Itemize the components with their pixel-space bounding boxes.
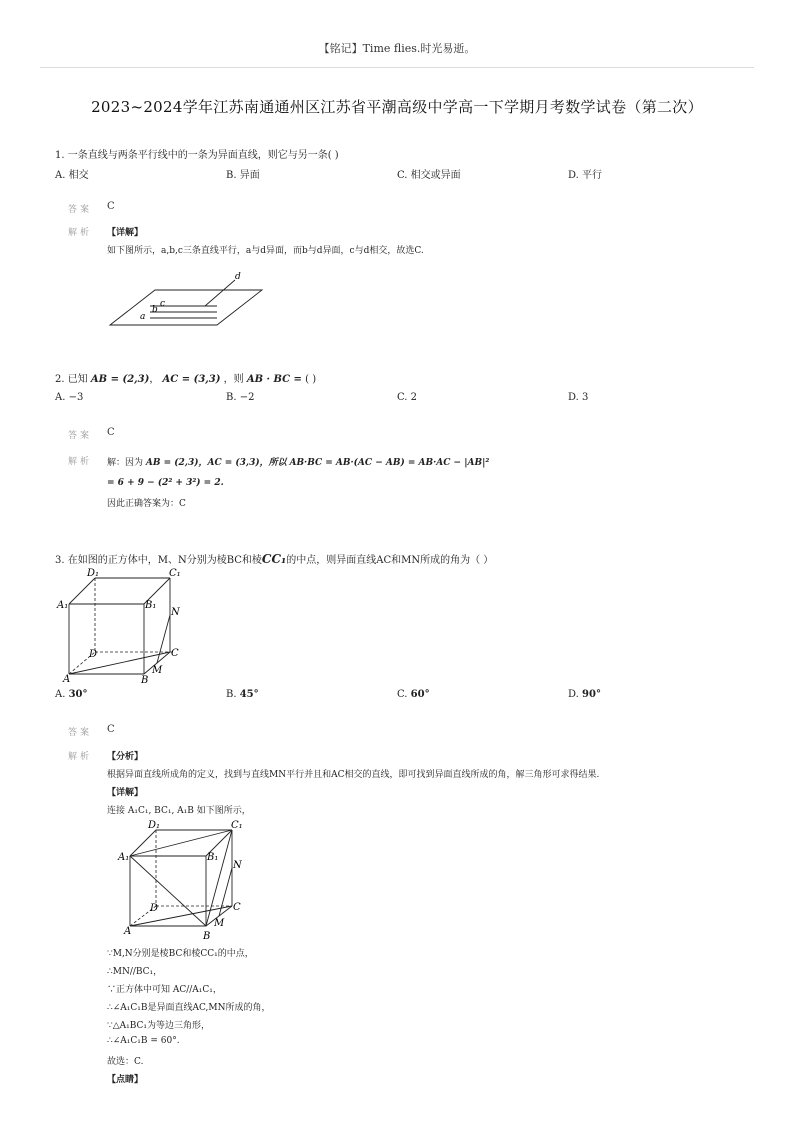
q1-figure-plane-lines xyxy=(105,262,275,332)
q2-stem-mid: ，则 xyxy=(223,374,244,385)
q3-option-b: B. 45° xyxy=(226,689,259,700)
q3-edge-cc1: CC₁ xyxy=(261,552,287,566)
plane-shape xyxy=(110,290,262,325)
label-c1: C₁ xyxy=(169,568,181,579)
q2-answer: C xyxy=(107,427,115,438)
q3-option-c: C. 60° xyxy=(397,689,430,700)
q3-analysis-tag: 【分析】 xyxy=(107,752,144,762)
header-divider xyxy=(40,67,754,68)
q3-cube-figure xyxy=(55,564,195,684)
q3-answer: C xyxy=(107,724,115,735)
segment-bc1 xyxy=(206,830,232,926)
q3-step-3: ∵正方体中可知 AC//A₁C₁， xyxy=(107,985,222,995)
q3-step-7: 故选：C. xyxy=(107,1057,144,1067)
label-c: c xyxy=(160,299,166,309)
q2-solution-expand: AB·BC = AB·(AC − AB) = AB·AC − |AB|² xyxy=(289,458,490,468)
q2-option-a: A. −3 xyxy=(55,392,84,403)
line-d xyxy=(205,280,235,306)
q2-solution-intro: 解：因为 xyxy=(107,458,144,468)
label-d1: D₁ xyxy=(148,820,161,831)
q2-option-d: D. 3 xyxy=(568,392,589,403)
segment-mn xyxy=(219,868,232,916)
q1-option-b: B. 异面 xyxy=(226,170,260,181)
label-m: M xyxy=(214,918,225,929)
label-n: N xyxy=(171,607,180,618)
q3-step-4: ∴∠A₁C₁B是异面直线AC,MN所成的角， xyxy=(107,1003,271,1013)
q3-stem-end: 的中点，则异面直线AC和MN所成的角为（ ） xyxy=(286,555,494,566)
q3-step-2: ∴MN//BC₁， xyxy=(107,967,163,977)
q3-step-6: ∴∠A₁C₁B = 60°. xyxy=(107,1036,180,1046)
q1-analysis-label: 解析 xyxy=(68,228,93,238)
q2-solution-line3: 因此正确答案为：C xyxy=(107,499,186,509)
q3-analysis-label: 解析 xyxy=(68,752,93,762)
label-d1: D₁ xyxy=(87,568,100,579)
q2-solution-line1 xyxy=(107,455,489,468)
q3-option-a: A. 30° xyxy=(55,689,88,700)
q2-analysis-label: 解析 xyxy=(68,457,93,467)
q3-remark-tag: 【点睛】 xyxy=(107,1075,144,1085)
q2-stem-prefix: 2. 已知 xyxy=(55,374,88,385)
label-d: D xyxy=(150,903,159,914)
q2-stem: 2. 已知 AB = (2,3)， AC = (3,3) ，则 AB · BC = ( ) xyxy=(55,374,317,385)
label-a: a xyxy=(140,312,146,322)
q2-option-b: B. −2 xyxy=(226,392,255,403)
page-motto: 【铭记】Time flies.时光易逝。 xyxy=(318,42,476,55)
label-c1: C₁ xyxy=(231,820,243,831)
label-m: M xyxy=(152,665,163,676)
label-c: C xyxy=(233,902,241,913)
q2-dot-product: AB · BC = xyxy=(246,374,302,385)
q3-step-1: ∵M,N分别是棱BC和棱CC₁的中点， xyxy=(107,949,254,959)
q1-answer: C xyxy=(107,201,115,212)
q1-explain: 如下图所示，a,b,c三条直线平行，a与d异面，而b与d异面，c与d相交，故选C. xyxy=(107,246,424,256)
label-d: D xyxy=(89,649,98,660)
label-b1: B₁ xyxy=(207,852,219,863)
q3-detail-tag: 【详解】 xyxy=(107,788,144,798)
edge-a1d1 xyxy=(130,830,156,856)
label-a: A xyxy=(124,926,132,937)
segment-mn xyxy=(157,615,170,663)
q3-answer-label: 答案 xyxy=(68,728,93,738)
q3-analysis-text: 根据异面直线所成角的定义，找到与直线MN平行并且和AC相交的直线，即可找到异面直线所成的角，解三角形可求得结果. xyxy=(107,770,600,780)
label-n: N xyxy=(233,860,242,871)
q2-option-c: C. 2 xyxy=(397,392,418,403)
label-a: A xyxy=(63,674,71,684)
q2-vector-ac: AC = (3,3) xyxy=(162,374,221,385)
label-b: B xyxy=(141,675,149,684)
label-c: C xyxy=(171,648,179,659)
q1-answer-label: 答案 xyxy=(68,205,93,215)
q2-stem-end: ( ) xyxy=(305,374,317,385)
label-d: d xyxy=(235,272,241,282)
label-b: b xyxy=(152,305,158,315)
label-a1: A₁ xyxy=(57,600,69,611)
edge-a1d1 xyxy=(69,578,95,604)
q3-stem-text: 3. 在如图的正方体中，M、N分别为棱BC和棱 xyxy=(55,555,262,566)
q1-detail-tag: 【详解】 xyxy=(107,228,144,238)
q3-step-5: ∵△A₁BC₁为等边三角形， xyxy=(107,1021,211,1031)
label-b1: B₁ xyxy=(145,600,157,611)
segment-a1b xyxy=(130,856,206,926)
q2-answer-label: 答案 xyxy=(68,431,93,441)
q3-connect-text: 连接 A₁C₁, BC₁, A₁B 如下图所示， xyxy=(107,806,251,816)
q1-option-d: D. 平行 xyxy=(568,170,603,181)
q2-solution-line2: = 6 + 9 − (2² + 3²) = 2. xyxy=(107,478,224,488)
label-a1: A₁ xyxy=(118,852,130,863)
q1-option-a: A. 相交 xyxy=(55,170,89,181)
label-b: B xyxy=(203,931,211,942)
q3-option-d: D. 90° xyxy=(568,689,601,700)
q2-vector-ab: AB = (2,3) xyxy=(90,374,150,385)
q2-solution-given: AB = (2,3)，AC = (3,3)，所以 xyxy=(145,458,287,468)
page-title: 2023~2024学年江苏南通通州区江苏省平潮高级中学高一下学期月考数学试卷（第二次） xyxy=(91,98,703,116)
q3-solution-cube-figure xyxy=(116,818,256,942)
q1-stem: 1. 一条直线与两条平行线中的一条为异面直线，则它与另一条( ) xyxy=(55,150,339,161)
q1-option-c: C. 相交或异面 xyxy=(397,170,461,181)
